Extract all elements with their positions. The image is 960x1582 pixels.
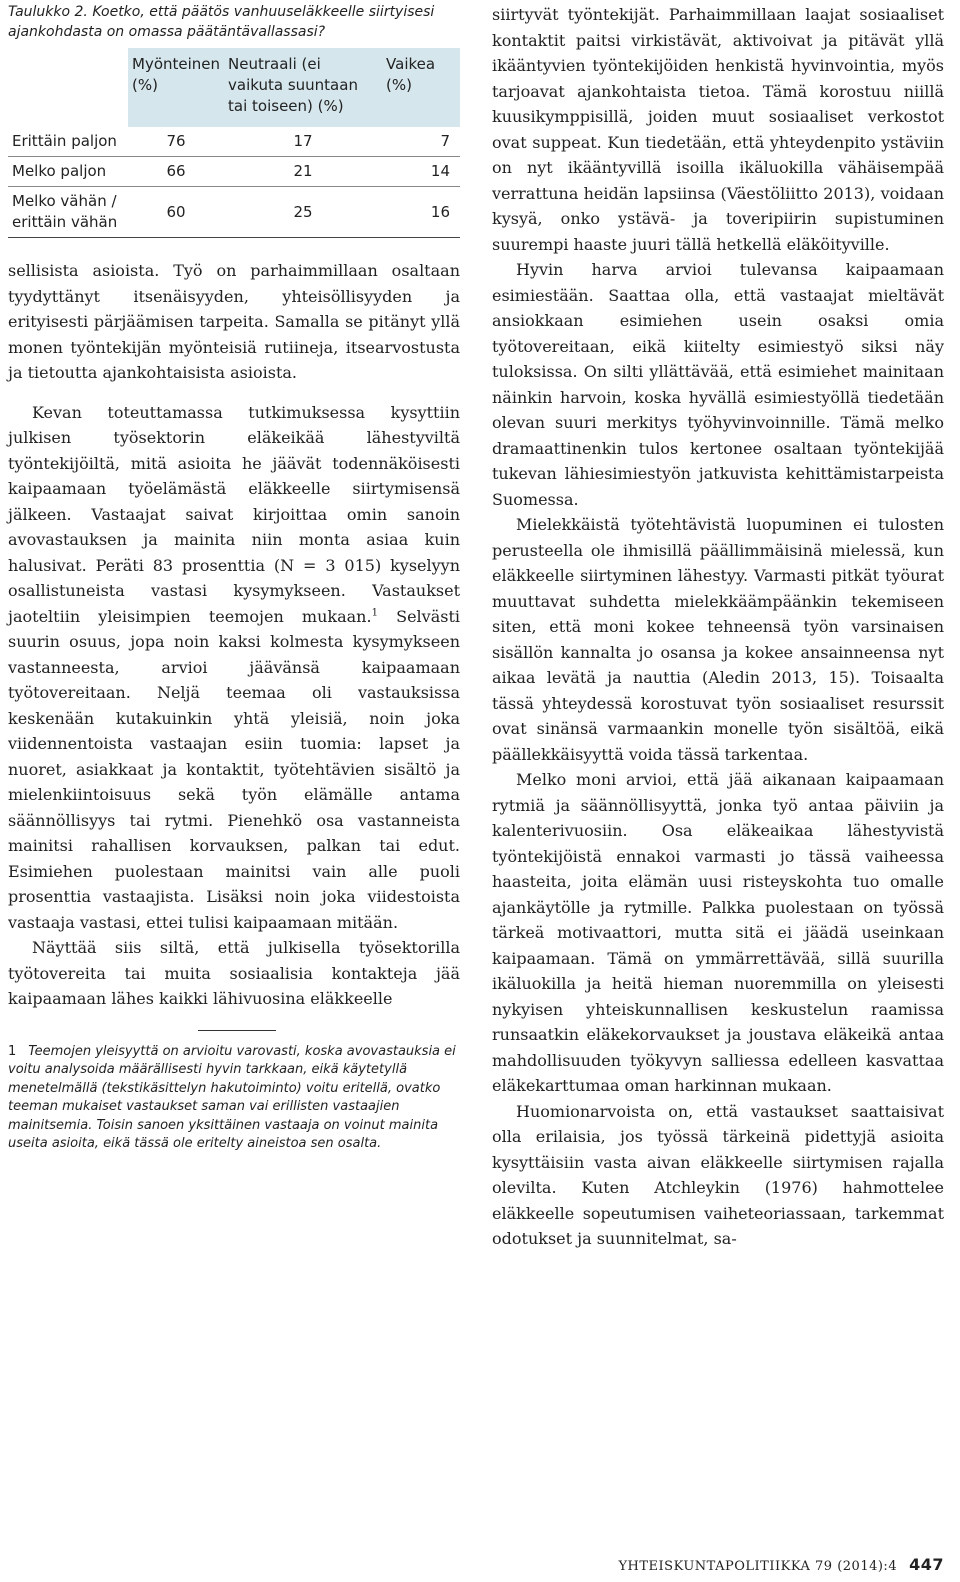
cell-positive: 76	[166, 132, 186, 150]
cell-neutral: 17	[293, 132, 313, 150]
table-header-positive: Myönteinen (%)	[128, 48, 224, 127]
row-label: Erittäin paljon	[12, 132, 117, 150]
table-header-difficult: Vaikea (%)	[382, 48, 460, 127]
footnote-number: 1	[8, 1043, 17, 1059]
table-row	[8, 127, 460, 157]
table-header-neutral: Neutraali (ei vaikuta suuntaan tai toiseen) (%)	[224, 48, 382, 127]
running-footer	[618, 1555, 944, 1574]
table-row	[8, 157, 460, 187]
footnote-divider	[198, 1030, 276, 1031]
left-column	[8, 2, 460, 1154]
footnote	[8, 1043, 460, 1155]
table-caption: Taulukko 2. Koetko, että päätös vanhuuseläkkeelle siirtyisesi ajankohdasta on omassa päätäntävallassasi?	[8, 4, 435, 40]
cell-neutral: 25	[293, 202, 313, 221]
cell-positive: 60	[166, 202, 186, 221]
body-paragraph: Mielekkäistä työtehtävistä luopuminen ei tulosten perusteella ole ihmisillä päällimmäisinä mielessä, kun eläkkeelle siirtyminen lähestyy. Varmasti pitkät työurat muuttavat suhdetta mielekkäämpäänkin tekemiseen siten, että moni kokee tehneensä työn varsinaisen sisällön kannalta jo osansa ja kokee ansainneensa nyt aikaa levätä ja nauttia (Aledin 2013, 15). Toisaalta tässä yhteydessä korostuvat työn sosiaaliset resurssit ovat sinänsä varmaankin monelle työn sisältöä, eikä päällekkäisyyttä voida tässä tarkentaa.	[492, 515, 944, 764]
body-paragraph: siirtyvät työntekijät. Parhaimmillaan laajat sosiaaliset kontaktit paitsi virkistävät, aktivoivat ja pitävät yllä ikääntyvien työntekijöiden henkistä hyvinvointia, myös tarjoavat ajankohtaista tietoa. Tämä korostuu niillä kuusikymppisillä, joiden muut sosiaaliset verkostot ovat suppeat. Kun tiedetään, että yhteydenpito ystäviin on nyt ikääntyvillä isoilla ikäluokilla vähäisempää verrattuna heidän lapsiinsa (Väestöliitto 2013), voidaan kysyä, onko ystävä- ja toveripiirin supistuminen suurempi haaste juuri tällä hetkellä eläköityville.	[492, 5, 944, 254]
page-number: 447	[909, 1555, 944, 1574]
cell-difficult: 7	[440, 132, 450, 150]
body-paragraph: Hyvin harva arvioi tulevansa kaipaamaan esimiestään. Saattaa olla, että vastaajat mieltävät ansiokkaan esimiehen usein osaksi omia työtovereitaan, eikä kiitelty esimiestyö siksi näy tuloksissa. On silti yllättävää, että esimiehet mainitaan näinkin harvoin, koska hyvällä esimiestyöllä tiedetään olevan suuri merkitys työhyvinvoinnille. Tämä melko dramaattinenkin tulos kertonee osaltaan työntekijää tukevan lähiesimiestyön jatkuvista kehittämistarpeista Suomessa.	[492, 260, 944, 509]
footnote-text: Teemojen yleisyyttä on arvioitu varovasti, koska avovastauksia ei voitu analysoida määrällisesti hyvin tarkkaan, eikä käytetyllä menetelmällä (tekstikäsittelyn hakutoiminto) voitu eritellä, ovatko teeman mukaiset vastaukset saman vai erillisten vastaajien mainitsemia. Toisin sanoen yksittäinen vastaaja on voinut mainita useita asioita, eikä tässä ole eritelty aineistoa sen osalta.	[8, 1043, 456, 1152]
body-paragraph: Melko moni arvioi, että jää aikanaan kaipaamaan rytmiä ja säännöllisyyttä, jonka työ antaa päiviin ja kalenterivuosiin. Osa eläkeaikaa lähestyvistä työntekijöistä ennakoi varmasti jo tässä vaiheessa haasteita, joita elämän uusi risteyskohta tuo omalle ajankäytölle ja rytmille. Palkka puolestaan on työssä tärkeä motivaattori, mutta sitä ei jäädä useinkaan kaipaamaan. Tämä on ymmärrettävää, sillä suurilla ikäluokilla ja heitä hieman nuoremmilla on yleisesti nykyisen yhteiskunnallisen keskustelun raamissa runsaatkin eläkekorvaukset ja joustava eläkeikä antaa mahdollisuuden työkyvyn salliessa edelleen kasvattaa eläkekarttumaa oman harkinnan mukaan.	[492, 770, 944, 1095]
cell-neutral: 21	[293, 162, 313, 180]
table-row	[8, 187, 460, 238]
row-label: Melko paljon	[12, 162, 107, 180]
cell-difficult: 16	[430, 202, 450, 221]
body-paragraph: sellisista asioista. Työ on parhaimmillaan osaltaan tyydyttänyt itsenäisyyden, yhteisöllisyyden ja erityisesti pärjäämisen tarpeita. Samalla se pitänyt yllä monen työntekijän myönteisiä rutiineja, itsearvostusta ja tietoutta ajankohtaisista asioista.	[8, 261, 460, 382]
footnote-reference: 1	[371, 607, 378, 619]
row-label: Melko vähän / erittäin vähän	[12, 192, 118, 231]
body-paragraph: Näyttää siis siltä, että julkisella työsektorilla työtovereita tai muita sosiaalisia kontakteja jää kaipaamaan lähes kaikki lähivuosina eläkkeelle	[8, 938, 460, 1008]
journal-name: YHTEISKUNTAPOLITIIKKA 79 (2014):4	[618, 1559, 898, 1574]
table-header-row	[8, 48, 460, 127]
table-header-empty	[8, 48, 128, 127]
cell-difficult: 14	[430, 162, 450, 180]
body-paragraph: Huomionarvoista on, että vastaukset saattaisivat olla erilaisia, jos työssä tärkeinä pidettyjä asioita kysyttäisiin vasta aivan eläkkeelle siirtymisen rajalla olevilta. Kuten Atchleykin (1976) hahmottelee eläkkeelle sopeutumisen vaiheteoriassaan, tarkemmat odotukset ja suunnitelmat, sa-	[492, 1101, 944, 1248]
cell-positive: 66	[166, 162, 186, 180]
body-paragraph: Kevan toteuttamassa tutkimuksessa kysyttiin julkisen työsektorin eläkeikää lähestyviltä työntekijöiltä, mitä asioita he jäävät todennäköisesti kaipaamaan työelämästä eläkkeelle siirtymisensä jälkeen. Vastaajat saivat kirjoittaa omin sanoin avovastauksen ja mainita niin monta asiaa kuin halusivat. Peräti 83 prosenttia (N = 3 015) kyselyyn osallistuneista vastasi kysymykseen. Vastaukset jaoteltiin yleisimpien teemojen mukaan.$^1$ Selvästi suurin osuus, jopa noin kaksi kolmesta kysymykseen vastanneesta, arvioi jäävänsä kaipaamaan työtovereitaan. Neljä teemaa oli vastauksissa keskenään kutakuinkin yhtä yleisiä, noin joka viidennentoista vastaajan esiin tuomia: lapset ja nuoret, asiakkaat ja kontaktit, työtehtävien sisältö ja mielenkiintoisuus sekä työn elämälle antama säännöllisyys tai rytmi. Pienehkö osa vastanneista mainitsi rahallisen korvauksen, palkan tai edut. Esimiehen puolestaan mainitsi vain alle puoli prosenttia vastaajista. Lisäksi noin joka viidestoista vastaaja vastasi, ettei tulisi kaipaamaan mitään.	[8, 402, 460, 932]
results-table	[8, 48, 460, 238]
right-column	[492, 2, 944, 1252]
